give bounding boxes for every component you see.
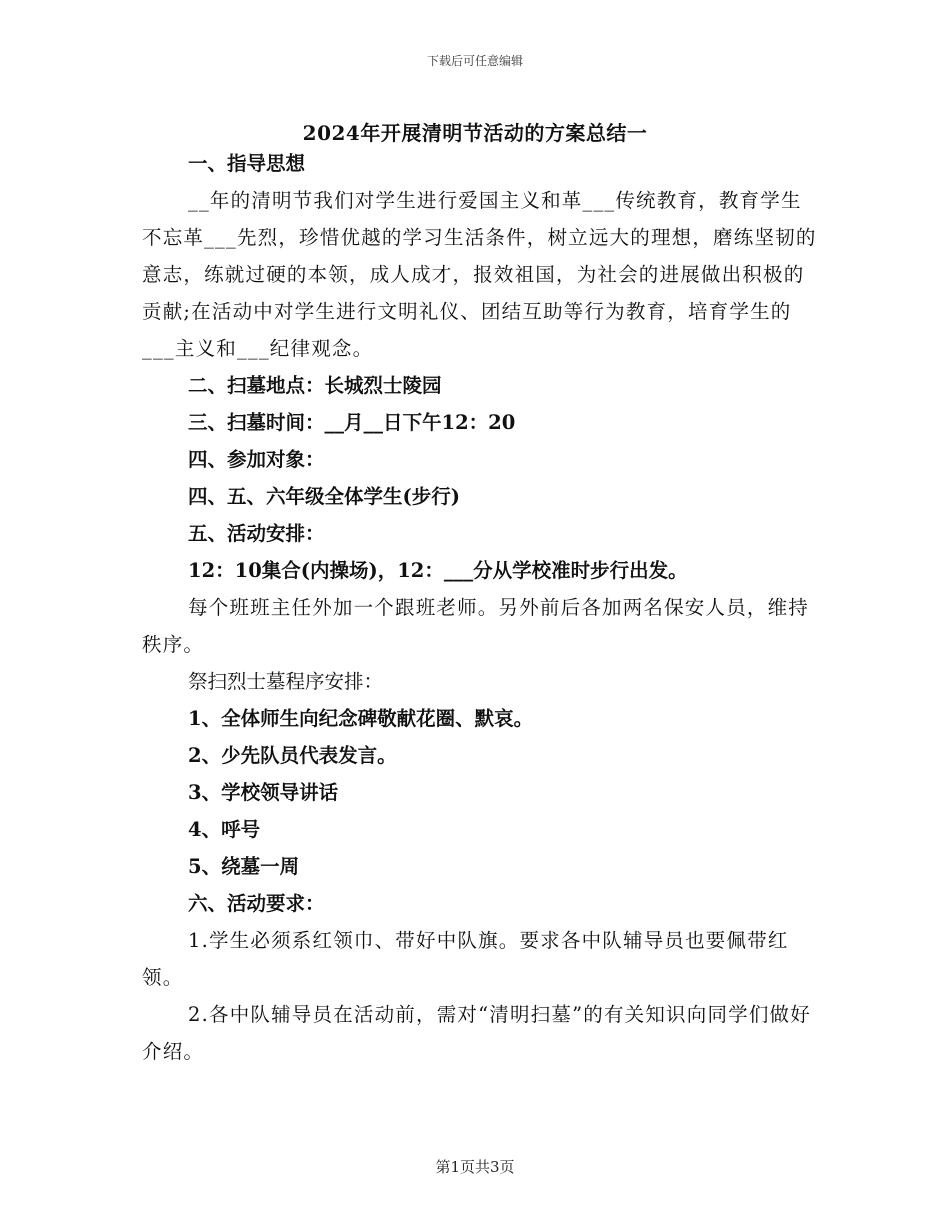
section-5-staffing-note: 每个班班主任外加一个跟班老师。另外前后各加两名保安人员，维持秩序。: [142, 596, 810, 656]
section-1-heading: 一、指导思想: [188, 152, 306, 175]
procedure-step: 2、少先队员代表发言。: [188, 744, 397, 767]
document-title: 2024年开展清明节活动的方案总结一: [302, 121, 648, 145]
section-4-participants: 四、五、六年级全体学生(步行): [188, 485, 460, 508]
section-1-body: __年的清明节我们对学生进行爱国主义和革___传统教育，教育学生不忘革___先烈，珍惜优越的学习生活条件，树立远大的理想，磨练坚韧的意志，练就过硬的本领，成人成才，报效祖国，为社会的进展做出积极的贡献;在活动中对学生进行文明礼仪、团结互助等行为教育，培育学生的___主义和___纪律观念。: [142, 189, 817, 360]
section-5-heading: 五、活动安排：: [188, 522, 325, 545]
requirement-item: 2.各中队辅导员在活动前，需对“清明扫墓”的有关知识向同学们做好介绍。: [142, 1003, 811, 1063]
page-number: 第1页共3页: [435, 1158, 515, 1176]
procedure-step: 1、全体师生向纪念碑敬献花圈、默哀。: [188, 707, 534, 730]
section-5-schedule: 12：10集合(内操场)，12：___分从学校准时步行出发。: [188, 559, 688, 582]
section-5-procedure-heading: 祭扫烈士墓程序安排：: [188, 670, 384, 693]
section-2-location: 二、扫墓地点：长城烈士陵园: [188, 374, 442, 397]
requirement-item: 1.学生必须系红领巾、带好中队旗。要求各中队辅导员也要佩带红领。: [142, 929, 789, 989]
document-body: [142, 145, 822, 1070]
procedure-step: 4、呼号: [188, 818, 261, 841]
section-3-time: 三、扫墓时间：__月__日下午12：20: [188, 411, 516, 434]
page-header-note: 下载后可任意编辑: [426, 54, 523, 68]
section-6-heading: 六、活动要求：: [188, 892, 325, 915]
section-4-heading: 四、参加对象：: [188, 448, 325, 471]
procedure-step: 3、学校领导讲话: [188, 781, 339, 804]
procedure-step: 5、绕墓一周: [188, 855, 300, 878]
